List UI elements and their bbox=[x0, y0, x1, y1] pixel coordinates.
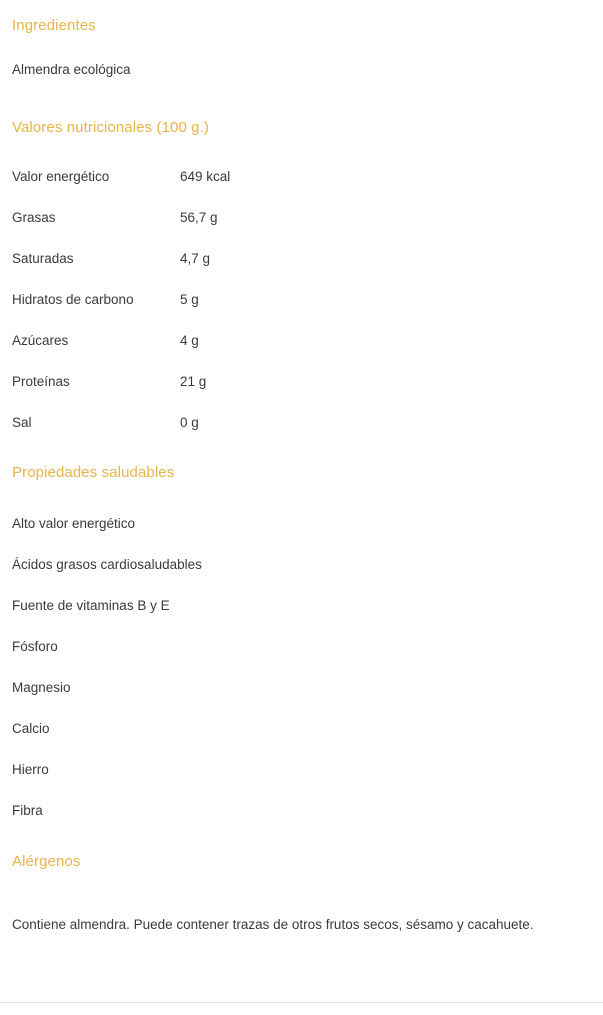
list-item: Fibra bbox=[12, 803, 43, 818]
nutrition-label: Hidratos de carbono bbox=[12, 292, 134, 307]
nutrition-label: Sal bbox=[12, 415, 32, 430]
nutrition-value: 56,7 g bbox=[180, 210, 218, 225]
list-item: Fuente de vitaminas B y E bbox=[12, 598, 170, 613]
list-item: Fósforo bbox=[12, 639, 58, 654]
properties-section bbox=[12, 443, 591, 831]
allergens-text: Contiene almendra. Puede contener trazas de otros frutos secos, sésamo y cacahuete. bbox=[12, 917, 534, 932]
nutrition-label: Azúcares bbox=[12, 333, 69, 348]
table-row bbox=[12, 197, 591, 238]
list-item: Magnesio bbox=[12, 680, 71, 695]
ingredients-heading: Ingredientes bbox=[12, 17, 96, 34]
nutrition-value: 21 g bbox=[180, 374, 207, 389]
bottom-divider bbox=[0, 1002, 603, 1003]
table-row bbox=[12, 238, 591, 279]
table-row bbox=[12, 156, 591, 197]
list-item: Alto valor energético bbox=[12, 516, 136, 531]
nutrition-value: 4 g bbox=[180, 333, 199, 348]
nutrition-label: Grasas bbox=[12, 210, 56, 225]
properties-heading: Propiedades saludables bbox=[12, 464, 175, 481]
table-row bbox=[12, 279, 591, 320]
nutrition-value: 649 kcal bbox=[180, 169, 231, 184]
ingredients-text: Almendra ecológica bbox=[12, 62, 131, 77]
properties-list bbox=[12, 503, 591, 831]
list-item: Ácidos grasos cardiosaludables bbox=[12, 557, 202, 572]
list-item: Hierro bbox=[12, 762, 49, 777]
table-row bbox=[12, 361, 591, 402]
table-row bbox=[12, 320, 591, 361]
allergens-section bbox=[12, 853, 591, 932]
allergens-heading: Alérgenos bbox=[12, 853, 81, 870]
nutrition-value: 0 g bbox=[180, 415, 199, 430]
table-row bbox=[12, 402, 591, 443]
nutrition-value: 5 g bbox=[180, 292, 199, 307]
nutrition-section bbox=[12, 77, 591, 443]
nutrition-table bbox=[12, 156, 591, 443]
list-item: Calcio bbox=[12, 721, 50, 736]
nutrition-label: Saturadas bbox=[12, 251, 74, 266]
nutrition-label: Proteínas bbox=[12, 374, 70, 389]
ingredients-section bbox=[12, 0, 591, 77]
nutrition-value: 4,7 g bbox=[180, 251, 211, 266]
nutrition-heading: Valores nutricionales (100 g.) bbox=[12, 119, 209, 136]
nutrition-label: Valor energético bbox=[12, 169, 110, 184]
